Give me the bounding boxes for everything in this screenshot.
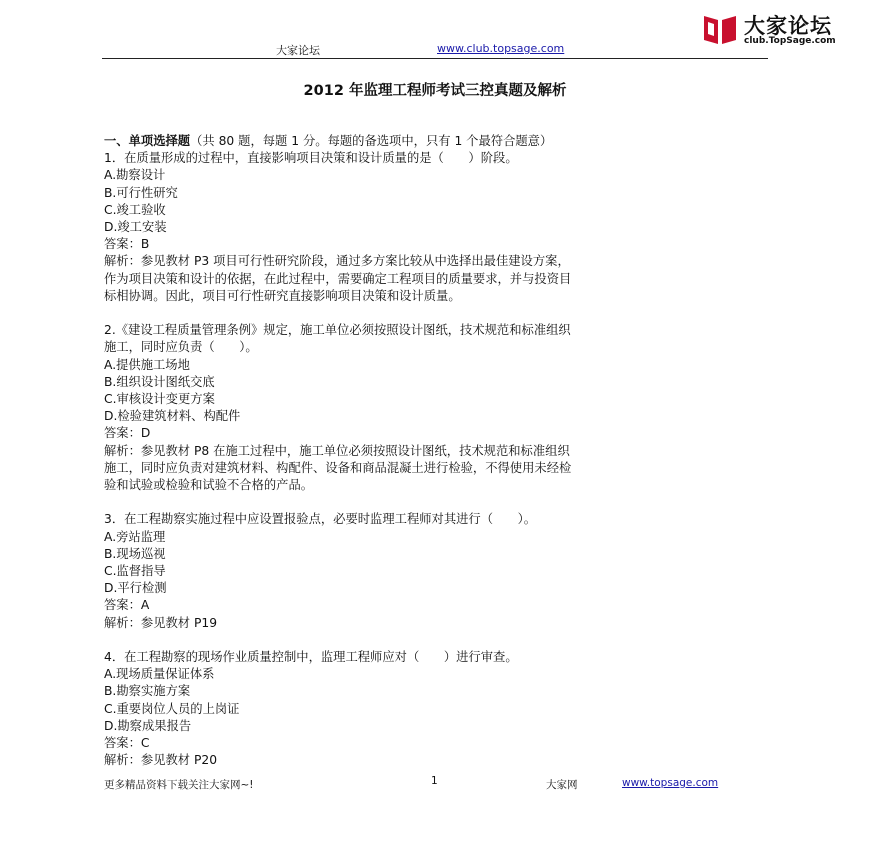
- answer-key: 答案：A: [104, 598, 150, 613]
- question-stem: 1．在质量形成的过程中，直接影响项目决策和设计质量的是（ ）阶段。: [104, 151, 518, 166]
- answer-option: B.可行性研究: [104, 185, 178, 200]
- footer-note: 更多精品资料下载关注大家网~!: [104, 779, 254, 791]
- header-site: 大家论坛: [276, 44, 320, 57]
- logo-name: 大家论坛: [744, 14, 832, 38]
- analysis-text: 施工，同时应负责对建筑材料、构配件、设备和商品混凝土进行检验，不得使用未经检: [104, 460, 572, 475]
- answer-option: C.监督指导: [104, 564, 166, 579]
- answer-option: D.勘察成果报告: [104, 718, 192, 733]
- answer-option: B.勘察实施方案: [104, 684, 191, 699]
- section-heading-bold: 一、单项选择题: [104, 134, 191, 148]
- page-number: 1: [431, 775, 438, 787]
- question-spacer: [104, 305, 772, 322]
- answer-key: 答案：B: [104, 237, 150, 252]
- question-spacer: [104, 494, 772, 511]
- footer-site: 大家网: [546, 779, 578, 791]
- answer-option: C.重要岗位人员的上岗证: [104, 701, 240, 716]
- section-heading-rest: （共 80 题，每题 1 分。每题的备选项中，只有 1 个最符合题意）: [190, 134, 553, 148]
- answer-option: D.竣工安装: [104, 220, 167, 235]
- analysis-text: 解析：参见教材 P3 项目可行性研究阶段，通过多方案比较从中选择出最佳建设方案，: [104, 254, 570, 269]
- logo-sub: club.TopSage.com: [744, 36, 836, 46]
- analysis-text: 验和试验或检验和试验不合格的产品。: [104, 478, 314, 493]
- analysis-text: 解析：参见教材 P19: [104, 615, 218, 630]
- answer-option: C.竣工验收: [104, 202, 166, 217]
- footer-url-link[interactable]: www.topsage.com: [622, 777, 719, 789]
- analysis-text: 作为项目决策和设计的依据，在此过程中，需要确定工程项目的质量要求，并与投资目: [104, 271, 572, 286]
- answer-option: D.检验建筑材料、构配件: [104, 409, 241, 424]
- answer-key: 答案：D: [104, 426, 151, 441]
- question-stem: 4．在工程勘察的现场作业质量控制中，监理工程师应对（ ）进行审查。: [104, 650, 518, 665]
- answer-option: A.勘察设计: [104, 168, 166, 183]
- analysis-text: 标相协调。因此，项目可行性研究直接影响项目决策和设计质量。: [104, 288, 461, 303]
- site-logo: [702, 8, 862, 48]
- answer-option: C.审核设计变更方案: [104, 392, 215, 407]
- page-title: 2012 年监理工程师考试三控真题及解析: [303, 83, 567, 99]
- analysis-text: 解析：参见教材 P20: [104, 753, 218, 768]
- question-list: [104, 150, 772, 769]
- header-rule: [102, 58, 768, 59]
- answer-option: B.组织设计图纸交底: [104, 374, 215, 389]
- answer-option: B.现场巡视: [104, 546, 166, 561]
- header-url-link[interactable]: www.club.topsage.com: [437, 42, 565, 55]
- answer-key: 答案：C: [104, 736, 150, 751]
- answer-option: D.平行检测: [104, 581, 167, 596]
- question-spacer: [104, 632, 772, 649]
- question-stem: 2.《建设工程质量管理条例》规定，施工单位必须按照设计图纸，技术规范和标准组织: [104, 323, 571, 338]
- answer-option: A.现场质量保证体系: [104, 667, 215, 682]
- question-stem: 施工，同时应负责（ ）。: [104, 340, 258, 355]
- book-logo-icon: [702, 12, 738, 46]
- section-heading: [104, 133, 772, 150]
- analysis-text: 解析：参见教材 P8 在施工过程中，施工单位必须按照设计图纸，技术规范和标准组织: [104, 443, 570, 458]
- question-stem: 3．在工程勘察实施过程中应设置报验点，必要时监理工程师对其进行（ ）。: [104, 512, 537, 527]
- answer-option: A.旁站监理: [104, 529, 166, 544]
- answer-option: A.提供施工场地: [104, 357, 190, 372]
- document-body: [104, 133, 772, 769]
